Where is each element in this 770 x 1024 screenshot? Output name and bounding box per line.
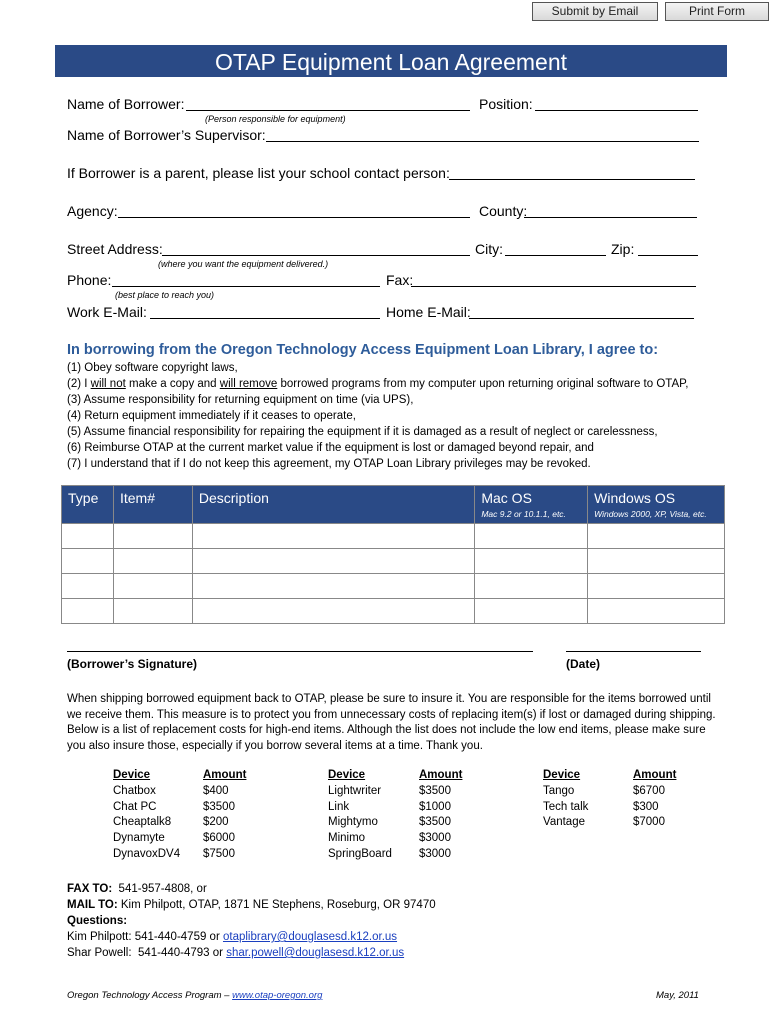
kim-email-link[interactable]: otaplibrary@douglasesd.k12.or.us — [222, 931, 398, 943]
kim-contact-line: Kim Philpott: 541-440-4759 or otaplibrary@douglasesd.k12.or.us — [67, 931, 398, 943]
agreement-item-1: (1) Obey software copyright laws, — [67, 362, 238, 374]
name-of-borrower-label: Name of Borrower: — [67, 96, 185, 112]
borrower-signature-line[interactable] — [67, 651, 533, 652]
county-label: County: — [479, 203, 528, 219]
agreement-item-5: (5) Assume financial responsibility for repairing the equipment if it is damaged as a result of neglect or carelessness, — [67, 426, 658, 438]
agency-label: Agency: — [67, 203, 118, 219]
parent-contact-label: If Borrower is a parent, please list your school contact person: — [67, 165, 450, 181]
zip-field[interactable] — [638, 255, 698, 256]
street-address-field[interactable] — [162, 255, 470, 256]
borrower-signature-label: (Borrower’s Signature) — [67, 657, 198, 671]
shipping-paragraph: When shipping borrowed equipment back to OTAP, please be sure to insure it. You are responsible for the items borrowed until we receive them. This measure is to protect you from unnecessary costs of replacing item(s) if lost or damaged during shipping. Below is a list of replacement costs for high-end items. Although the list does not include the low end items, please make sure you also insure those, especially if you borrow several items at a time. Thank you. — [67, 693, 716, 752]
mail-to-line: MAIL TO: Kim Philpott, OTAP, 1871 NE Stephens, Roseburg, OR 97470 — [67, 899, 436, 911]
position-label: Position: — [479, 96, 533, 112]
device-list-3: Device Tango Tech talk Vantage — [543, 769, 589, 829]
agreement-heading: In borrowing from the Oregon Technology Access Equipment Loan Library, I agree to: — [67, 342, 659, 358]
device-list-1: Device Chatbox Chat PC Cheaptalk8 Dynamyte DynavoxDV4 — [113, 769, 181, 860]
table-row — [62, 524, 725, 549]
col-windows-os: Windows OS Windows 2000, XP, Vista, etc. — [588, 486, 725, 524]
home-email-label: Home E-Mail: — [386, 304, 471, 320]
name-of-borrower-field[interactable] — [186, 110, 470, 111]
phone-field[interactable] — [112, 286, 380, 287]
street-address-label: Street Address: — [67, 241, 163, 257]
shar-email-link[interactable]: shar.powell@douglasesd.k12.or.us — [226, 947, 405, 959]
agency-field[interactable] — [118, 217, 470, 218]
agreement-item-4: (4) Return equipment immediately if it ceases to operate, — [67, 410, 356, 422]
parent-contact-field[interactable] — [449, 179, 695, 180]
phone-label: Phone: — [67, 272, 112, 288]
fax-to-line: FAX TO: 541-957-4808, or — [67, 883, 207, 895]
agreement-item-6: (6) Reimburse OTAP at the current market value if the equipment is lost or damaged beyond repair, and — [67, 442, 594, 454]
name-note: (Person responsible for equipment) — [205, 114, 346, 124]
work-email-field[interactable] — [150, 318, 380, 319]
zip-label: Zip: — [611, 241, 635, 257]
equipment-table — [61, 485, 725, 624]
amount-list-1: Amount $400 $3500 $200 $6000 $7500 — [203, 769, 247, 860]
page-title: OTAP Equipment Loan Agreement — [55, 45, 727, 77]
county-field[interactable] — [524, 217, 697, 218]
questions-label: Questions: — [67, 915, 128, 927]
date-line[interactable] — [566, 651, 701, 652]
date-label: (Date) — [566, 657, 601, 671]
col-item: Item# — [113, 486, 192, 524]
col-type: Type — [62, 486, 114, 524]
contact-info — [67, 881, 436, 961]
home-email-field[interactable] — [469, 318, 694, 319]
table-row — [62, 574, 725, 599]
shar-contact-line: Shar Powell: 541-440-4793 or shar.powell@douglasesd.k12.or.us — [67, 947, 405, 959]
city-field[interactable] — [505, 255, 606, 256]
phone-note: (best place to reach you) — [115, 290, 215, 300]
fax-label: Fax: — [386, 272, 414, 288]
amount-list-3: Amount $6700 $300 $7000 — [633, 769, 677, 829]
footer-org: Oregon Technology Access Program – www.otap-oregon.org — [67, 990, 323, 1001]
table-row — [62, 549, 725, 574]
agreement-item-3: (3) Assume responsibility for returning equipment on time (via UPS), — [67, 394, 414, 406]
table-row — [62, 599, 725, 624]
work-email-label: Work E-Mail: — [67, 304, 147, 320]
agreement-item-7: (7) I understand that if I do not keep this agreement, my OTAP Loan Library privileges may be revoked. — [67, 458, 591, 470]
footer-url-link[interactable]: www.otap-oregon.org — [232, 990, 323, 1001]
amount-list-2: Amount $3500 $1000 $3500 $3000 $3000 — [419, 769, 463, 860]
supervisor-label: Name of Borrower’s Supervisor: — [67, 127, 266, 143]
supervisor-field[interactable] — [266, 141, 699, 142]
device-list-2: Device Lightwriter Link Mightymo Minimo SpringBoard — [328, 769, 392, 860]
footer-date: May, 2011 — [656, 990, 699, 1001]
col-description: Description — [192, 486, 474, 524]
agreement-item-2: (2) I will not make a copy and will remove borrowed programs from my computer upon returning original software to OTAP, — [67, 378, 689, 390]
col-mac-os: Mac OS Mac 9.2 or 10.1.1, etc. — [475, 486, 588, 524]
street-note: (where you want the equipment delivered.) — [158, 259, 329, 269]
table-header-row — [62, 486, 725, 524]
print-form-button[interactable]: Print Form — [665, 2, 769, 21]
city-label: City: — [475, 241, 503, 257]
fax-field[interactable] — [411, 286, 696, 287]
position-field[interactable] — [535, 110, 698, 111]
submit-by-email-button[interactable]: Submit by Email — [532, 2, 658, 21]
